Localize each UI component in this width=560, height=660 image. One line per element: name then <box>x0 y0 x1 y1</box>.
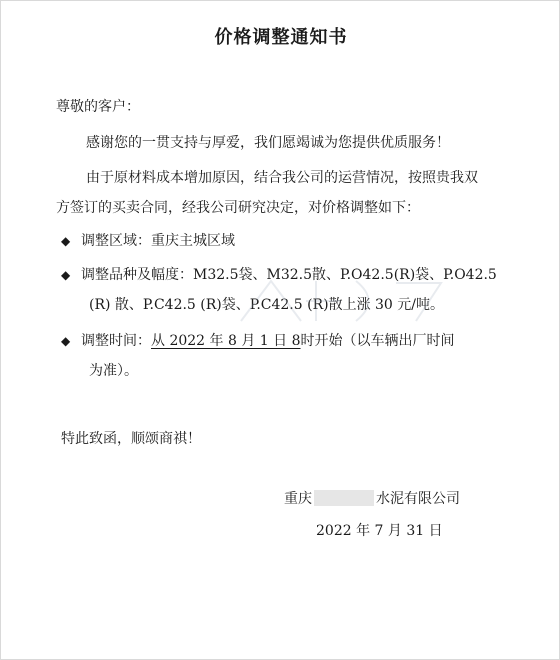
closing-remark: 特此致函，顺颂商祺！ <box>61 431 201 447</box>
salutation: 尊敬的客户： <box>56 99 140 115</box>
bullet-region-text: 调整区域：重庆主城区域 <box>81 233 235 249</box>
diamond-icon: ◆ <box>61 234 71 248</box>
bullet-time-after: 时开始（以车辆出厂时间 <box>300 333 455 349</box>
bullet-time <box>61 331 455 351</box>
document-title: 价格调整通知书 <box>214 27 348 48</box>
diamond-icon: ◆ <box>61 268 71 282</box>
bullet-time-date: 从 2022 年 8 月 1 日 8 <box>151 333 301 349</box>
document-date: 2022 年 7 月 31 日 <box>316 523 443 539</box>
bullet-products-text-line1: 调整品种及幅度：M32.5袋、M32.5散、P.O42.5(R)袋、P.O42.5 <box>81 267 497 283</box>
company-signature <box>284 489 460 509</box>
bullet-products <box>61 265 497 285</box>
paragraph-thanks: 感谢您的一贯支持与厚爱，我们愿竭诚为您提供优质服务！ <box>86 135 450 151</box>
paragraph-reason-line1: 由于原材料成本增加原因，结合我公司的运营情况，按照贵我双 <box>86 170 478 186</box>
paragraph-reason-line2: 方签订的买卖合同，经我公司研究决定，对价格调整如下： <box>56 200 420 216</box>
bullet-time-label: 调整时间： <box>81 333 151 349</box>
redaction-block <box>314 490 374 506</box>
bullet-time-text-line2: 为准）。 <box>89 363 138 379</box>
diamond-icon: ◆ <box>61 334 71 348</box>
company-suffix: 水泥有限公司 <box>376 491 460 507</box>
company-prefix: 重庆 <box>284 491 312 507</box>
bullet-products-text-line2: (R) 散、P.C42.5 (R)袋、P.C42.5 (R)散上涨 30 元/吨。 <box>89 297 445 313</box>
bullet-region <box>61 231 235 251</box>
